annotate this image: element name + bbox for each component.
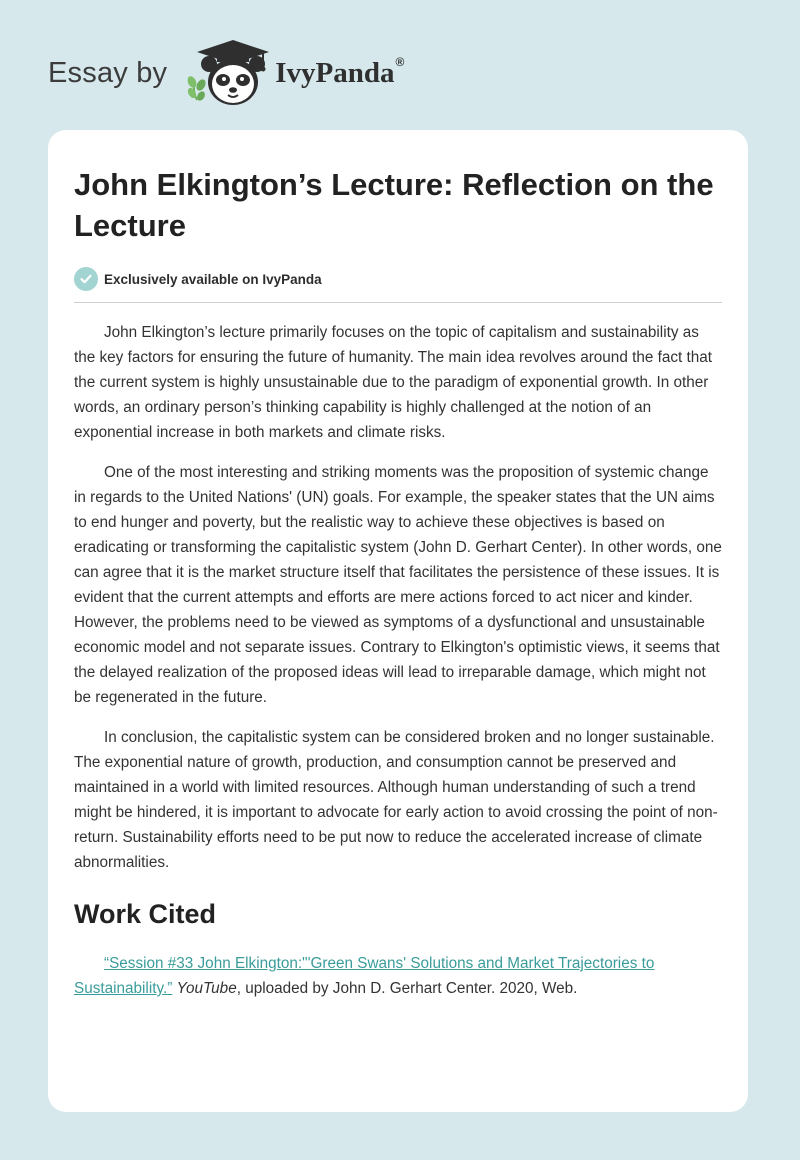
exclusive-badge (74, 266, 722, 292)
exclusive-label: Exclusively available on IvyPanda (104, 271, 322, 287)
citation-source: YouTube (176, 980, 237, 997)
panda-graduation-cap-logo-icon[interactable] (183, 38, 271, 108)
divider (74, 302, 722, 303)
essay-title: John Elkington’s Lecture: Reflection on the Lecture (74, 167, 714, 243)
citation-entry (74, 951, 722, 1001)
check-circle-icon (74, 267, 98, 291)
essay-by-label: Essay by (48, 56, 168, 89)
essay-paragraph: In conclusion, the capitalistic system can be considered broken and no longer sustainable. The exponential nature of growth, production, and consumption cannot be preserved and maintained in a world with limited resources. Although human understanding of such a trend might be hindered, it is important to advocate for early action to avoid crossing the point of non-return. Sustainability efforts need to be put now to reduce the accelerated increase of climate abnormalities. (74, 729, 718, 871)
essay-card (48, 130, 748, 1112)
essay-paragraph: John Elkington’s lecture primarily focuses on the topic of capitalism and sustainability as the key factors for ensuring the future of humanity. The main idea revolves around the fact that the current system is highly unsustainable due to the paradigm of exponential growth. In other words, an ordinary person’s thinking capability is highly challenged at the notion of an exponential increase in both markets and climate risks. (74, 324, 713, 441)
works-cited-heading: Work Cited (74, 899, 217, 929)
registered-mark: ® (395, 55, 405, 69)
citation-details: , uploaded by John D. Gerhart Center. 2020, Web. (236, 980, 578, 997)
brand-name[interactable]: IvyPanda (275, 56, 395, 89)
site-header (48, 38, 404, 108)
citation-link[interactable]: “Session #33 John Elkington:"'Green Swans' Solutions and Market Trajectories to Sustainability.” (74, 955, 655, 997)
essay-paragraph: One of the most interesting and striking moments was the proposition of systemic change in regards to the United Nations' (UN) goals. For example, the speaker states that the UN aims to end hunger and poverty, but the realistic way to achieve these objectives is based on eradicating or transforming the capitalistic system (John D. Gerhart Center). In other words, one can agree that it is the market structure itself that facilitates the persistence of these issues. It is evident that the current attempts and efforts are mere actions forced to act nicer and kinder. However, the problems need to be viewed as symptoms of a dysfunctional and unsustainable economic model and not separate issues. Contrary to Elkington's optimistic views, it seems that the delayed realization of the proposed ideas will lead to irreparable damage, which might not be regenerated in the future. (74, 464, 722, 706)
